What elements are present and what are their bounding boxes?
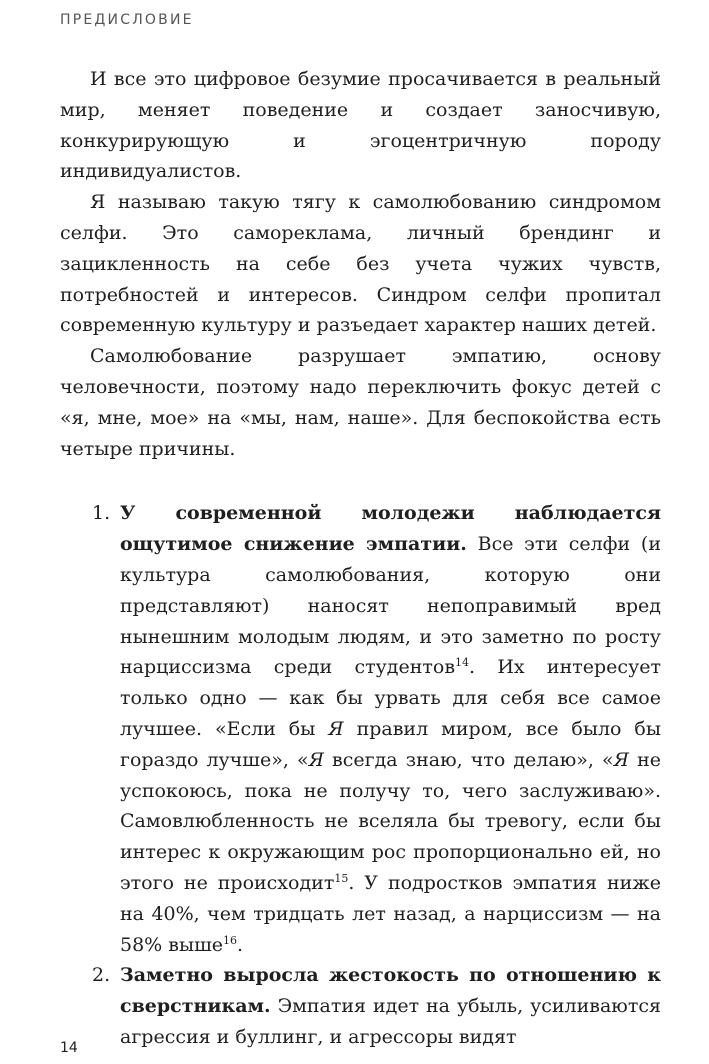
list-item-heading: У современной молодежи наблюдается ощутимое снижение эмпатии. xyxy=(120,502,661,556)
emphasis: Я xyxy=(613,748,629,771)
list-number: 1. xyxy=(92,502,111,525)
list-item-text: Все эти селфи (и культура самолюбования, которую они представляют) наносят непоправимый вред нынешним молодым людям, и это заметно по росту нарциссизма среди студентов xyxy=(120,533,662,679)
emphasis: Я xyxy=(328,717,344,740)
reasons-list xyxy=(60,498,661,1052)
footnote-ref: 14 xyxy=(455,656,470,670)
list-item-text: . У подростков эмпатия ниже на 40%, чем тридцать лет назад, а нарциссизм — на 58% выше xyxy=(120,871,661,956)
list-item-text: правил миром, все было бы гораздо лучше», « xyxy=(120,717,661,771)
body-text xyxy=(60,64,661,1053)
list-item-text: не успокоюсь, пока не получу то, чего заслуживаю». Самовлюбленность не вселяла бы тревогу, если бы интерес к окружающим рос пропорционально ей, но этого не происходит xyxy=(120,748,661,894)
paragraph: Я называю такую тягу к самолюбованию синдромом селфи. Это самореклама, личный брендинг и зацикленность на себе без учета чужих чувств, потребностей и интересов. Синдром селфи пропитал современную культуру и разъедает характер наших детей. xyxy=(60,191,661,337)
list-item xyxy=(60,498,661,960)
footnote-ref: 15 xyxy=(334,871,349,885)
emphasis: Я xyxy=(308,748,324,771)
list-number: 2. xyxy=(92,964,111,987)
footnote-ref: 16 xyxy=(223,933,237,947)
running-header: ПРЕДИСЛОВИЕ xyxy=(60,12,194,28)
list-item-text: . Их интересует только одно — как бы урвать для себя все самое лучшее. «Если бы xyxy=(120,656,661,740)
list-item xyxy=(60,960,661,1052)
paragraph: И все это цифровое безумие просачивается в реальный мир, меняет поведение и создает заносчивую, конкурирующую и эгоцентричную породу индивидуалистов. xyxy=(60,68,661,183)
list-item-text: Эмпатия идет на убыль, усиливаются агрессия и буллинг, и агрессоры видят xyxy=(120,995,661,1048)
list-item-heading: Заметно выросла жестокость по отношению к сверстникам. xyxy=(120,964,661,1018)
list-item-text: всегда знаю, что делаю», « xyxy=(323,748,614,771)
paragraph: Самолюбование разрушает эмпатию, основу человечности, поэтому надо переключить фокус детей с «я, мне, мое» на «мы, нам, наше». Для беспокойства есть четыре причины. xyxy=(60,345,661,460)
page-number: 14 xyxy=(60,1040,78,1056)
list-item-text: . xyxy=(237,933,244,956)
